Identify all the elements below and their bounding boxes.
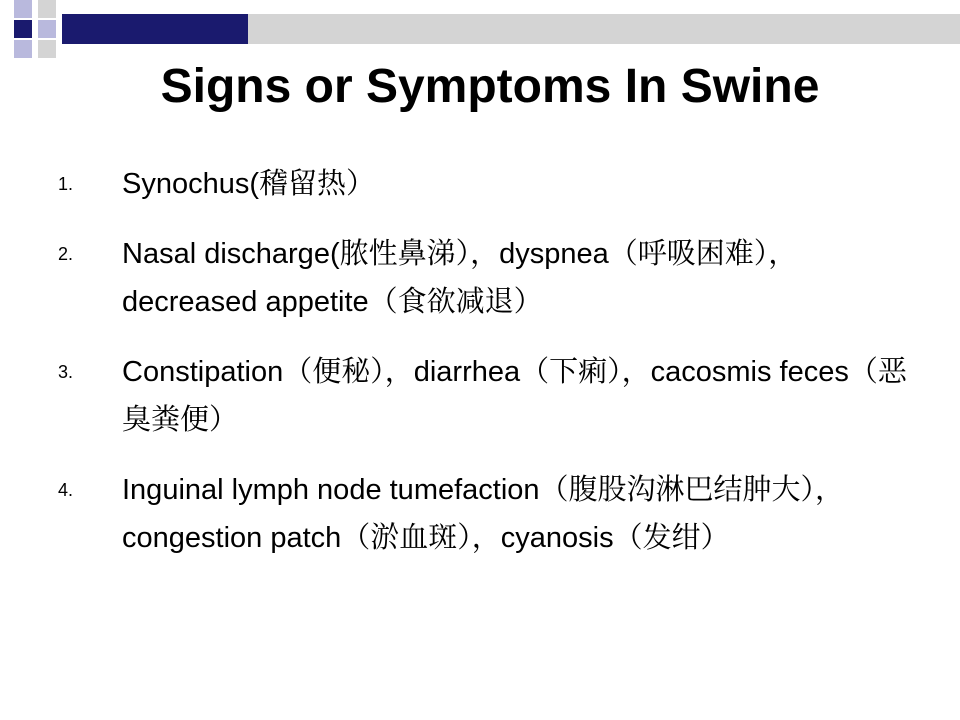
list-number: 4.	[58, 480, 74, 500]
header-decoration	[0, 0, 960, 60]
list-item-text: Inguinal lymph node tumefaction（腹股沟淋巴结肿大），congestion patch（淤血斑），cyanosis（发绀）	[122, 474, 845, 554]
list-item	[58, 160, 928, 208]
list-number: 3.	[58, 362, 74, 382]
decor-square	[14, 0, 32, 18]
decor-square	[38, 0, 56, 18]
decor-bar-navy	[62, 14, 248, 44]
symptom-list	[58, 160, 928, 584]
list-item-text: Synochus(稽留热）	[122, 168, 376, 200]
list-item	[58, 348, 928, 444]
decor-square	[14, 40, 32, 58]
list-item-text: Constipation（便秘），diarrhea（下痢），cacosmis feces（恶臭粪便）	[122, 356, 907, 436]
decor-square	[38, 40, 56, 58]
decor-square	[14, 20, 32, 38]
list-number: 2.	[58, 244, 74, 264]
decor-square	[38, 20, 56, 38]
slide-title: Signs or Symptoms In Swine	[160, 60, 820, 113]
decor-bar-gray	[248, 14, 960, 44]
list-item	[58, 466, 928, 562]
list-number: 1.	[58, 174, 74, 194]
list-item	[58, 230, 928, 326]
list-item-text: Nasal discharge(脓性鼻涕），dyspnea（呼吸困难），decreased appetite（食欲减退）	[122, 238, 798, 318]
